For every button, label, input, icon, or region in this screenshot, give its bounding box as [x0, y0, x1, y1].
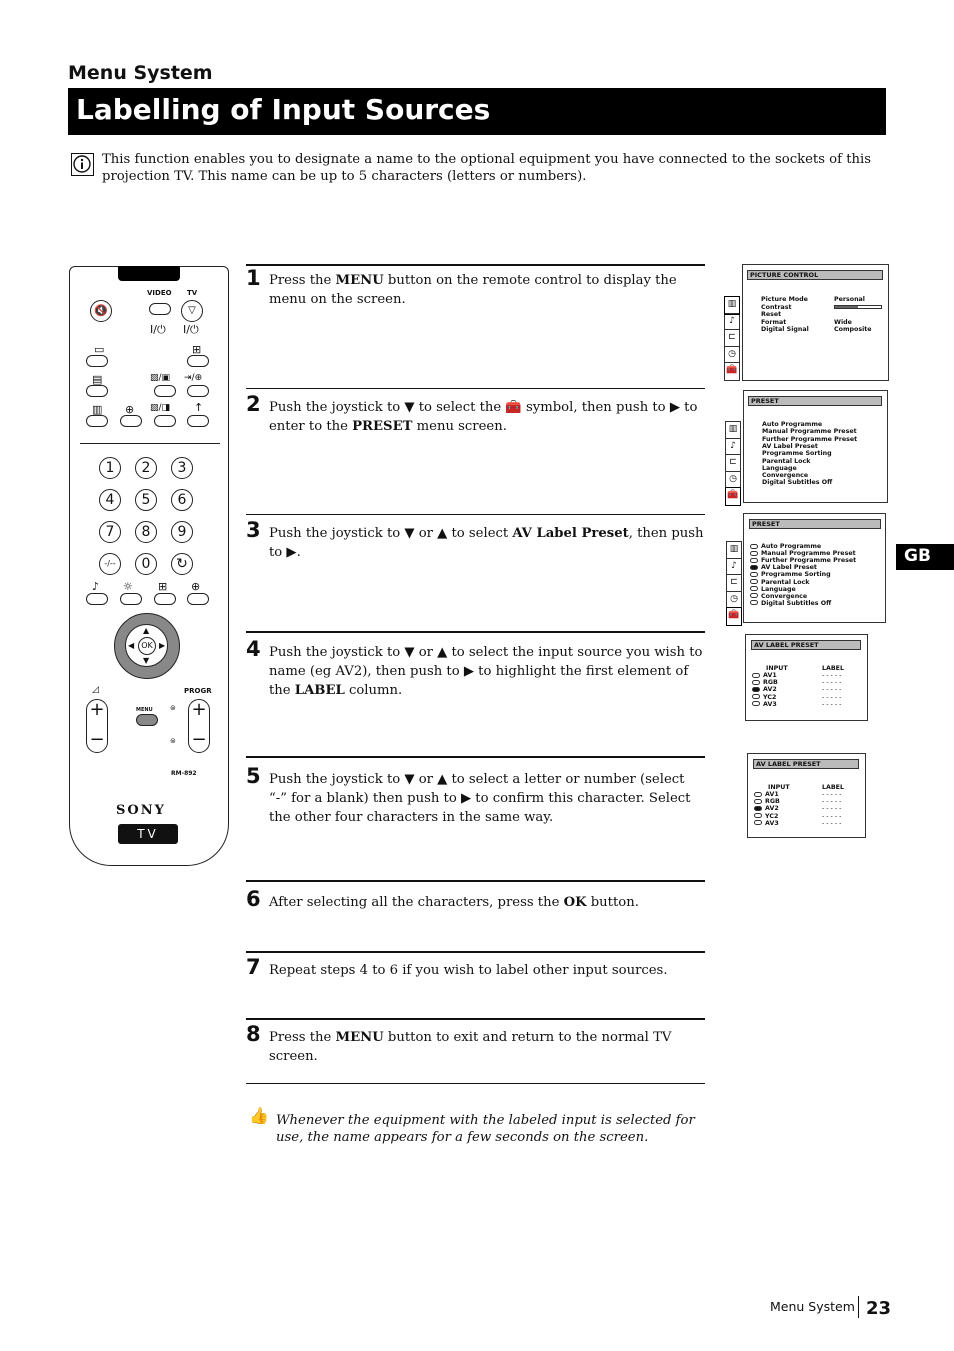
timer-icon: ◷	[727, 592, 741, 609]
remote-button	[187, 355, 209, 367]
step-divider	[246, 880, 705, 882]
selector-dot	[754, 813, 762, 818]
step-text: Press the MENU button on the remote control to display the menu on the screen.	[269, 273, 677, 307]
picture-icon: ▥	[727, 542, 741, 559]
program-rocker: + −	[188, 699, 210, 753]
intro-text: This function enables you to designate a name to the optional equipment you have connected to the sockets of this projection TV. This name can be up to 5 characters (letters or numbers).	[102, 152, 871, 184]
step-number: 7	[246, 955, 261, 979]
divider	[80, 443, 220, 444]
tv-power-button: ▽	[181, 300, 203, 322]
remote-button	[154, 385, 176, 397]
sound-icon: ♪	[92, 580, 100, 593]
teletext-icon: ⊞	[192, 343, 202, 356]
input-row: YC2	[754, 813, 778, 820]
page-number: 23	[866, 1298, 892, 1319]
digit-button: 3	[171, 457, 193, 479]
step-text: Push the joystick to ▼ or ▲ to select the input source you wish to name (eg AV2), then push to ▶ to highlight the first element of the LABEL column.	[269, 645, 703, 698]
features-icon: ⊏	[726, 455, 740, 472]
label-value: - - - - -	[822, 798, 842, 806]
selector-dot	[754, 820, 762, 825]
remote-button	[86, 385, 108, 397]
screen-header: PRESET	[748, 396, 882, 406]
selector-dot	[752, 680, 760, 685]
title-bar	[68, 88, 886, 135]
menu-item: Further Programme Preset	[750, 557, 856, 564]
selector-dot	[750, 593, 758, 598]
label-value: - - - - -	[822, 819, 842, 827]
digit-button: 2	[135, 457, 157, 479]
tip-text: Whenever the equipment with the labeled input is selected for use, the name appears for a few seconds on the screen.	[276, 1113, 695, 1145]
info-small-icon: ⊜	[170, 737, 176, 745]
selector-dot	[750, 551, 758, 556]
step-text: Push the joystick to ▼ or ▲ to select a letter or number (select “-” for a blank) then push to ▶ to confirm this character. Select the other four characters in the same way.	[269, 772, 691, 825]
step-text: Repeat steps 4 to 6 if you wish to label other input sources.	[269, 963, 668, 978]
preset-icon: 🧰	[727, 608, 741, 625]
info-small-icon: ⊜	[170, 704, 176, 712]
footer-section: Menu System	[770, 1299, 855, 1314]
screen-preset-select	[743, 513, 886, 623]
menu-item: AV Label Preset	[750, 564, 817, 571]
screen-header: PICTURE CONTROL	[747, 270, 883, 280]
selector-dot	[750, 558, 758, 563]
menu-value: Composite	[834, 326, 872, 333]
selector-dot	[752, 701, 760, 706]
selector-dot	[754, 806, 762, 811]
screen-av-label-2	[747, 753, 866, 838]
step-number: 2	[246, 392, 261, 416]
up-arrow-icon: ↑	[194, 401, 204, 414]
menu-item: Contrast	[761, 304, 792, 311]
screen-preset	[743, 390, 888, 503]
standby-icon: ▭	[94, 343, 105, 356]
step-text: Push the joystick to ▼ to select the 🧰 symbol, then push to ▶ to enter to the PRESET menu screen.	[269, 400, 698, 434]
menu-button	[136, 714, 158, 726]
selector-dot	[750, 579, 758, 584]
selector-dot	[750, 600, 758, 605]
preset-icon: 🧰	[726, 365, 738, 375]
input-row: AV3	[752, 701, 777, 708]
step-divider	[246, 1018, 705, 1020]
label-value: - - - - -	[822, 672, 842, 679]
digit-button: 6	[171, 489, 193, 511]
menu-icon-column	[725, 421, 741, 506]
digit-button: 9	[171, 521, 193, 543]
label-value: - - - - -	[822, 686, 842, 694]
input-row: AV2	[754, 805, 779, 812]
selector-dot	[750, 586, 758, 591]
selector-dot	[752, 694, 760, 699]
tv-label: TV	[187, 289, 198, 297]
jump-button: ↻	[171, 553, 193, 575]
step-number: 8	[246, 1022, 261, 1046]
label-column-header: LABEL	[822, 665, 844, 672]
menu-item: Digital Subtitles Off	[750, 600, 831, 607]
thumbs-up-icon: 👍	[249, 1106, 269, 1125]
progr-label: PROGR	[184, 687, 212, 695]
menu-value: Personal	[834, 296, 865, 303]
volume-rocker: + −	[86, 699, 108, 753]
menu-item: Language	[762, 464, 797, 472]
menu-item: Digital Subtitles Off	[762, 479, 833, 487]
input-icon: ⇥/⊕	[184, 373, 203, 383]
digit-button: 5	[135, 489, 157, 511]
remote-button	[86, 415, 108, 427]
remote-button	[187, 593, 209, 605]
digit-button: 7	[99, 521, 121, 543]
remote-control	[69, 266, 229, 866]
menu-item: Manual Programme Preset	[750, 550, 856, 557]
remote-button	[120, 593, 142, 605]
menu-item: Picture Mode	[761, 296, 808, 303]
menu-item: Parental Lock	[750, 579, 809, 586]
move-icon: ⊕	[125, 403, 135, 416]
digit-button: 4	[99, 489, 121, 511]
double-digit-button: -/--	[99, 553, 121, 575]
input-row: YC2	[752, 694, 776, 701]
menu-item: Format	[761, 319, 787, 326]
freeze-icon: ▥	[92, 403, 103, 416]
menu-label: MENU	[136, 707, 153, 713]
step-text: Push the joystick to ▼ or ▲ to select AV Label Preset, then push to ▶.	[269, 526, 704, 560]
mute-icon: 🔇	[90, 300, 112, 322]
video-power-button	[149, 303, 171, 315]
menu-item: Programme Sorting	[762, 450, 832, 458]
digit-button: 0	[135, 553, 157, 575]
menu-value: Wide	[834, 319, 852, 326]
input-column-header: INPUT	[766, 665, 788, 672]
menu-item: Convergence	[762, 472, 809, 480]
text-icon: ▤	[92, 373, 103, 386]
label-column-header: LABEL	[822, 784, 844, 791]
label-value: - - - - -	[822, 693, 842, 701]
selector-dot	[754, 792, 762, 797]
joystick-inner	[125, 624, 168, 667]
picture-icon: ▥	[726, 422, 740, 439]
step-number: 6	[246, 887, 261, 911]
menu-item: Auto Programme	[762, 421, 823, 428]
page-title: Labelling of Input Sources	[76, 93, 491, 126]
label-value: - - - - -	[822, 679, 842, 687]
input-row: AV1	[752, 672, 777, 679]
sound-icon: ♪	[725, 314, 739, 331]
input-row: AV1	[754, 791, 779, 798]
input-row: RGB	[754, 798, 780, 805]
digit-button: 8	[135, 521, 157, 543]
menu-item: Digital Signal	[761, 326, 809, 333]
step-divider	[246, 756, 705, 758]
step-text: Press the MENU button to exit and return to the normal TV screen.	[269, 1030, 672, 1064]
menu-item: Parental Lock	[762, 457, 811, 465]
input-row: AV2	[752, 686, 777, 693]
step-number: 3	[246, 518, 261, 542]
menu-item: Programme Sorting	[750, 571, 831, 578]
screen-header: PRESET	[749, 519, 881, 529]
selector-dot	[750, 565, 758, 570]
step-divider	[246, 951, 705, 953]
sound-icon: ♪	[727, 559, 741, 576]
left-arrow-icon: ◀	[128, 641, 135, 650]
step-divider	[246, 514, 705, 515]
step-divider	[246, 264, 705, 266]
label-value: - - - - -	[822, 700, 842, 708]
screen-header: AV LABEL PRESET	[751, 640, 861, 650]
menu-item: AV Label Preset	[762, 442, 818, 450]
brand-logo: SONY	[116, 803, 166, 818]
info-icon	[71, 153, 94, 176]
input-column-header: INPUT	[768, 784, 790, 791]
step-number: 5	[246, 764, 261, 788]
label-value: - - - - -	[822, 791, 842, 798]
step-number: 4	[246, 637, 261, 661]
menu-item: Language	[750, 586, 796, 593]
menu-item: Further Programme Preset	[762, 435, 858, 443]
step-divider	[246, 388, 705, 389]
screen-picture-control	[742, 264, 889, 381]
language-tab: GB	[896, 544, 954, 570]
features-icon: ⊏	[725, 330, 739, 347]
step-divider	[246, 631, 705, 633]
remote-button	[86, 593, 108, 605]
digit-button: 1	[99, 457, 121, 479]
zoom-icon: ⊕	[191, 580, 201, 593]
joystick	[114, 613, 180, 679]
timer-icon: ◷	[726, 472, 740, 489]
section-label: Menu System	[68, 62, 213, 84]
label-value: - - - - -	[822, 812, 842, 820]
step-divider	[246, 1083, 705, 1084]
menu-item: Convergence	[750, 593, 807, 600]
menu-icon-column	[724, 296, 740, 381]
wide-icon: ⊞	[158, 580, 168, 593]
video-label: VIDEO	[147, 289, 172, 297]
model-number: RM-892	[171, 770, 197, 777]
screen-header: AV LABEL PRESET	[753, 759, 859, 769]
remote-button	[154, 593, 176, 605]
remote-button	[187, 385, 209, 397]
step-number: 1	[246, 266, 261, 290]
screen-av-label-1	[745, 634, 868, 721]
power-icon: I/⏻	[150, 323, 166, 336]
up-arrow-icon: ▲	[143, 626, 150, 635]
input-row: RGB	[752, 679, 778, 686]
timer-icon: ◷	[725, 347, 739, 364]
step-text: After selecting all the characters, press the OK button.	[269, 895, 639, 910]
selector-dot	[750, 544, 758, 549]
sound-icon: ♪	[726, 439, 740, 456]
selector-dot	[754, 799, 762, 804]
down-arrow-icon: ▼	[143, 656, 150, 665]
menu-item: Auto Programme	[750, 543, 821, 550]
selector-dot	[752, 673, 760, 678]
menu-item: Reset	[761, 311, 782, 318]
menu-item: Manual Programme Preset	[762, 428, 857, 436]
ok-button: OK	[138, 637, 156, 655]
selector-dot	[752, 687, 760, 692]
ir-window	[118, 266, 180, 281]
selector-dot	[750, 572, 758, 577]
power-icon: I/⏻	[183, 323, 199, 336]
volume-icon: ◿	[92, 685, 99, 695]
label-value: - - - - -	[822, 805, 842, 813]
features-icon: ⊏	[727, 575, 741, 592]
swap-icon: ▨/◨	[150, 403, 171, 413]
remote-button	[86, 355, 108, 367]
picture-icon: ▥	[725, 297, 739, 314]
remote-button	[154, 415, 176, 427]
right-arrow-icon: ▶	[159, 641, 166, 650]
pip-icon: ▨/▣	[150, 373, 171, 383]
remote-button	[187, 415, 209, 427]
picture-mode-icon: ☼	[123, 580, 133, 593]
preset-icon: 🧰	[726, 488, 740, 505]
menu-icon-column	[726, 541, 742, 626]
remote-button	[120, 415, 142, 427]
tv-badge: TV	[118, 824, 178, 844]
contrast-bar	[834, 305, 882, 309]
input-row: AV3	[754, 820, 779, 827]
